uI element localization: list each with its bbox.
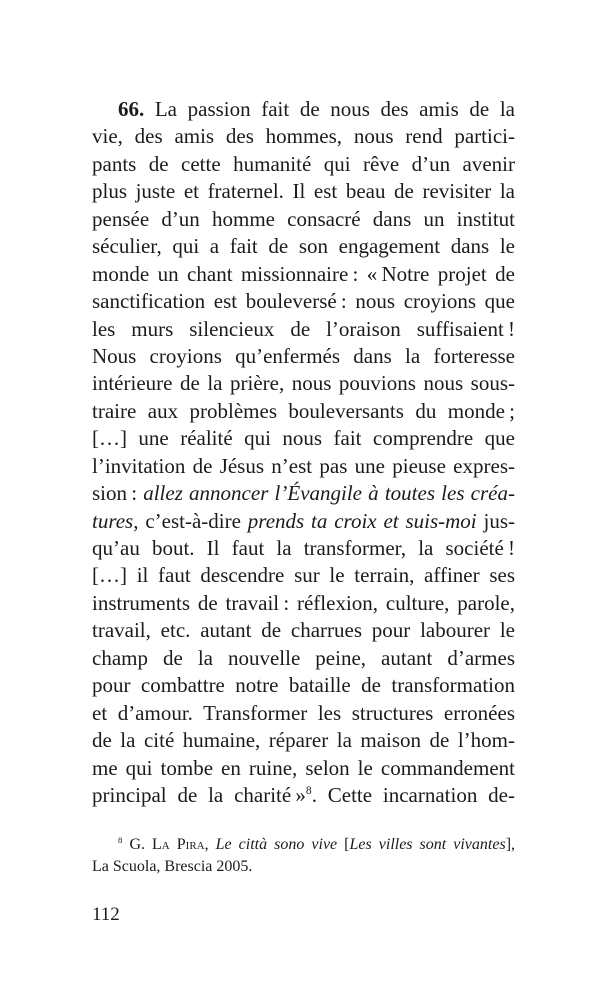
text-segment: me qui tombe en ruine, selon le commandement	[92, 755, 515, 780]
text-segment: La passion fait de nous des amis de la	[154, 97, 515, 121]
text-segment: instruments de travail : réflexion, culture, parole,	[92, 590, 515, 615]
text-segment: plus juste et fraternel. Il est beau de revisiter la	[92, 179, 515, 204]
text-line	[92, 178, 515, 205]
text-line	[92, 453, 515, 480]
paragraph-number: 66.	[118, 97, 145, 121]
bracket-close: ],	[505, 836, 516, 853]
text-line	[92, 508, 515, 535]
text-segment: principal de la charité »	[92, 782, 306, 807]
publisher-info: La Scuola, Brescia 2005.	[92, 858, 253, 875]
text-line	[92, 480, 515, 507]
text-line	[92, 96, 515, 123]
text-segment: intérieure de la prière, nous pouvions nous sous-	[92, 371, 515, 396]
text-segment: l’invitation de Jésus n’est pas une pieuse expres-	[92, 453, 515, 478]
footnote	[92, 834, 515, 878]
text-line	[92, 645, 515, 672]
text-line	[92, 562, 515, 589]
text-segment: […] une réalité qui nous fait comprendre que	[92, 426, 515, 451]
text-line	[92, 782, 515, 809]
text-segment: . Cette incarnation de-	[311, 782, 515, 807]
separator: ,	[204, 836, 216, 853]
text-segment: et d’amour. Transformer les structures erronées	[92, 700, 515, 725]
text-segment: sion :	[92, 481, 144, 506]
italic-quote: tures	[92, 508, 134, 533]
text-line	[92, 233, 515, 260]
footnote-line	[92, 856, 515, 878]
page-number: 112	[92, 904, 120, 925]
text-segment: pour combattre notre bataille de transformation	[92, 673, 515, 698]
text-line	[92, 123, 515, 150]
text-segment: pensée d’un homme consacré dans un institut	[92, 206, 515, 231]
text-line	[92, 370, 515, 397]
italic-quote: allez annoncer l’Évangile à toutes les créa-	[143, 481, 515, 506]
text-line	[92, 288, 515, 315]
text-segment: monde un chant missionnaire : « Notre projet de	[92, 261, 515, 286]
italic-quote: prends ta croix et suis-moi	[247, 508, 477, 533]
text-segment: […] il faut descendre sur le terrain, affiner ses	[92, 563, 515, 588]
text-line	[92, 590, 515, 617]
text-segment: jus-	[476, 508, 515, 533]
text-segment: champ de la nouvelle peine, autant d’armes	[92, 645, 515, 670]
footnote-marker: 8	[118, 835, 123, 846]
text-line	[92, 261, 515, 288]
text-segment: séculier, qui a fait de son engagement dans le	[92, 234, 515, 259]
text-segment: Nous croyions qu’enfermés dans la forteresse	[92, 343, 515, 368]
text-line	[92, 535, 515, 562]
text-segment: les murs silencieux de l’oraison suffisaient !	[92, 316, 515, 341]
text-line	[92, 727, 515, 754]
text-segment: de la cité humaine, réparer la maison de l’hom-	[92, 728, 515, 753]
text-line	[92, 316, 515, 343]
footnote-line	[92, 834, 515, 856]
text-line	[92, 617, 515, 644]
text-line	[92, 672, 515, 699]
text-segment: , c’est-à-dire	[133, 508, 248, 533]
text-segment: vie, des amis des hommes, nous rend partici-	[92, 124, 515, 149]
author-surname: La Pira	[152, 836, 205, 853]
text-line	[92, 398, 515, 425]
text-segment: traire aux problèmes bouleversants du monde ;	[92, 398, 515, 423]
text-segment: travail, etc. autant de charrues pour labourer le	[92, 618, 515, 643]
text-line	[92, 755, 515, 782]
text-line	[92, 151, 515, 178]
text-line	[92, 206, 515, 233]
book-title-original: Le città sono vive	[215, 836, 338, 853]
text-line	[92, 425, 515, 452]
text-segment: pants de cette humanité qui rêve d’un avenir	[92, 151, 515, 176]
text-line	[92, 700, 515, 727]
text-segment: sanctification est bouleversé : nous croyions que	[92, 289, 515, 314]
footnote-reference: 8	[305, 785, 312, 798]
text-line	[92, 343, 515, 370]
bracket-open: [	[337, 836, 350, 853]
text-segment: qu’au bout. Il faut la transformer, la société !	[92, 536, 515, 560]
book-title-translated: Les villes sont vivantes	[349, 836, 506, 853]
body-text	[92, 96, 515, 809]
author-initial: G.	[129, 836, 153, 853]
